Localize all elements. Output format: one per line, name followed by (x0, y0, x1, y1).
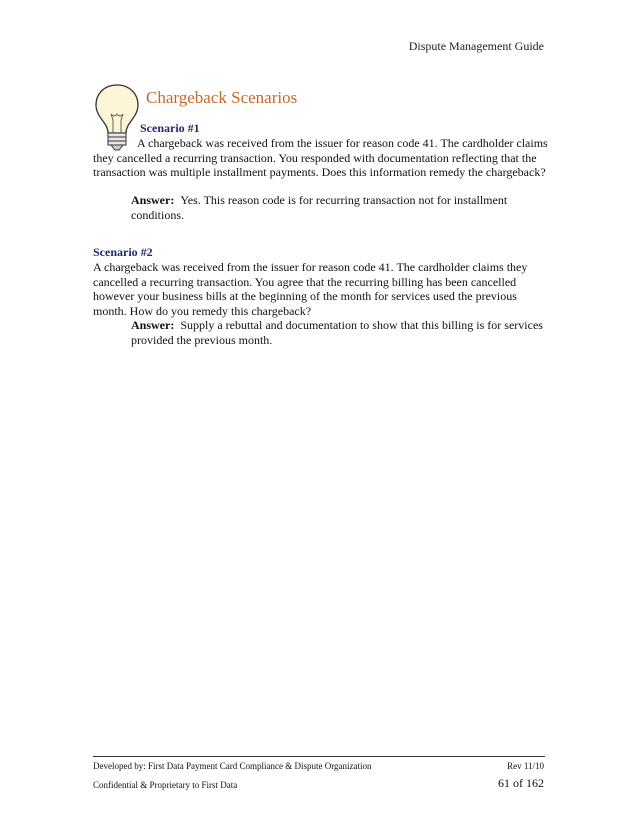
running-header: Dispute Management Guide (408, 39, 544, 53)
footer-revision: Rev 11/10 (507, 761, 544, 771)
answer-text: Supply a rebuttal and documentation to show that this billing is for services provided the previous month. (131, 318, 543, 347)
footer-confidential: Confidential & Proprietary to First Data (93, 780, 238, 790)
scenario-1-text: A chargeback was received from the issuer for reason code 41. The cardholder claims they cancelled a recurring transaction. You responded with documentation reflecting that the transaction was multiple installment payments. Does this information remedy the chargeback? (93, 136, 548, 180)
section-title: Chargeback Scenarios (146, 88, 298, 107)
page-number: 61 of 162 (498, 776, 544, 790)
scenario-2-title: Scenario #2 (93, 245, 153, 259)
scenario-1-answer (131, 193, 549, 222)
footer-divider (93, 756, 545, 757)
scenario-2-text: A chargeback was received from the issuer for reason code 41. The cardholder claims they cancelled a recurring transaction. You agree that the recurring billing has been cancelled however your business bills at the beginning of the month for services used the previous month. How do you remedy this chargeback? (93, 260, 528, 318)
answer-label: Answer: (131, 318, 175, 332)
footer-developed-by: Developed by: First Data Payment Card Compliance & Dispute Organization (93, 761, 372, 771)
answer-text: Yes. This reason code is for recurring transaction not for installment conditions. (131, 193, 508, 222)
answer-label: Answer: (131, 193, 175, 207)
scenario-2-answer (131, 318, 549, 347)
scenario-1-title: Scenario #1 (140, 121, 200, 135)
